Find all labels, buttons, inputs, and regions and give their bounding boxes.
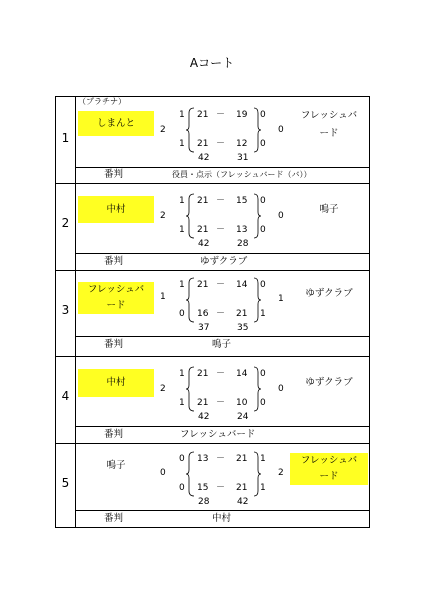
sum-right: 35 bbox=[237, 323, 249, 333]
court-title: Aコート bbox=[189, 56, 235, 70]
right-team-name bbox=[290, 287, 368, 300]
game-1-left-score: 21 bbox=[197, 110, 209, 120]
left-team-name bbox=[78, 283, 154, 312]
score-dash: － bbox=[216, 280, 226, 290]
match-number: 2 bbox=[61, 216, 70, 230]
referee-label: 番判 bbox=[104, 429, 124, 440]
score-dash: － bbox=[216, 225, 226, 235]
match-number: 3 bbox=[61, 303, 70, 317]
score-dash: － bbox=[216, 110, 226, 120]
referee-separator bbox=[75, 426, 369, 427]
left-total: 2 bbox=[160, 384, 166, 394]
sum-left: 37 bbox=[198, 323, 210, 333]
game-1-right-win: 1 bbox=[260, 454, 266, 464]
referee-separator bbox=[75, 510, 369, 511]
game-2-left-score: 16 bbox=[197, 309, 209, 319]
game-1-right-win: 0 bbox=[260, 196, 266, 206]
game-1-left-win: 0 bbox=[179, 454, 185, 464]
referee-name: 役員・点示（フレッシュバード（バ）） bbox=[172, 170, 312, 179]
left-total: 2 bbox=[160, 211, 166, 221]
right-team-line: ゆずクラブ bbox=[305, 377, 353, 388]
left-team-line: フレッシュバ bbox=[87, 284, 145, 295]
right-team-name bbox=[290, 109, 368, 140]
left-brace bbox=[186, 193, 195, 239]
right-team-line: ード bbox=[319, 128, 339, 139]
game-2-right-score: 13 bbox=[236, 225, 248, 235]
game-2-right-score: 21 bbox=[236, 309, 248, 319]
right-total: 0 bbox=[278, 125, 284, 135]
game-2-right-win: 0 bbox=[260, 139, 266, 149]
game-2-left-score: 21 bbox=[197, 398, 209, 408]
game-1-left-score: 13 bbox=[197, 454, 209, 464]
match-table bbox=[55, 96, 370, 528]
sum-left: 42 bbox=[198, 239, 210, 249]
referee-label: 番判 bbox=[104, 169, 124, 180]
match-number: 4 bbox=[61, 389, 70, 403]
left-brace bbox=[186, 366, 195, 412]
left-brace bbox=[186, 451, 195, 497]
sum-left: 42 bbox=[198, 412, 210, 422]
score-dash: － bbox=[216, 196, 226, 206]
game-2-right-score: 21 bbox=[236, 483, 248, 493]
left-total: 0 bbox=[160, 468, 166, 478]
left-team-name: 鳴子 bbox=[106, 460, 126, 471]
referee-name: 鳴子 bbox=[212, 339, 232, 350]
referee-separator bbox=[75, 167, 369, 168]
sum-right: 28 bbox=[237, 239, 249, 249]
referee-separator bbox=[75, 253, 369, 254]
left-team-name: しまんと bbox=[96, 118, 135, 129]
game-1-right-score: 19 bbox=[236, 110, 248, 120]
sum-left: 42 bbox=[198, 153, 210, 163]
right-team-line: フレッシュバ bbox=[300, 455, 358, 466]
division-tag: （プラチナ） bbox=[78, 97, 126, 106]
game-2-left-win: 1 bbox=[179, 398, 185, 408]
game-1-left-score: 21 bbox=[197, 280, 209, 290]
referee-label: 番判 bbox=[104, 256, 124, 267]
sum-right: 31 bbox=[237, 153, 249, 163]
game-1-right-score: 14 bbox=[236, 280, 248, 290]
game-1-right-win: 0 bbox=[260, 110, 266, 120]
game-2-right-score: 12 bbox=[236, 139, 248, 149]
game-1-right-score: 15 bbox=[236, 196, 248, 206]
game-2-right-win: 1 bbox=[260, 309, 266, 319]
score-dash: － bbox=[216, 139, 226, 149]
game-2-left-score: 21 bbox=[197, 139, 209, 149]
right-team-name bbox=[290, 203, 368, 216]
game-1-right-win: 0 bbox=[260, 280, 266, 290]
game-1-right-score: 21 bbox=[236, 454, 248, 464]
sum-right: 24 bbox=[237, 412, 249, 422]
score-dash: － bbox=[216, 454, 226, 464]
right-total: 0 bbox=[278, 384, 284, 394]
game-2-right-win: 1 bbox=[260, 483, 266, 493]
left-team-name: 中村 bbox=[106, 204, 126, 215]
left-total: 1 bbox=[160, 292, 166, 302]
right-total: 2 bbox=[278, 468, 284, 478]
game-2-right-win: 0 bbox=[260, 398, 266, 408]
right-team-line: ード bbox=[319, 471, 339, 482]
left-team-line: ード bbox=[106, 300, 126, 311]
score-dash: － bbox=[216, 309, 226, 319]
referee-name: ゆずクラブ bbox=[200, 256, 248, 267]
game-1-left-win: 1 bbox=[179, 369, 185, 379]
game-1-left-score: 21 bbox=[197, 369, 209, 379]
referee-separator bbox=[75, 336, 369, 337]
game-1-left-win: 1 bbox=[179, 196, 185, 206]
referee-name: フレッシュバード bbox=[180, 429, 256, 440]
game-1-right-win: 0 bbox=[260, 369, 266, 379]
match-row-2 bbox=[56, 183, 369, 271]
right-team-name bbox=[290, 454, 368, 483]
match-row-1 bbox=[56, 97, 369, 184]
match-row-5 bbox=[56, 443, 369, 527]
game-1-right-score: 14 bbox=[236, 369, 248, 379]
game-2-left-win: 0 bbox=[179, 483, 185, 493]
sum-right: 42 bbox=[237, 497, 249, 507]
game-2-left-score: 15 bbox=[197, 483, 209, 493]
game-2-left-win: 1 bbox=[179, 139, 185, 149]
left-total: 2 bbox=[160, 125, 166, 135]
left-team-name: 中村 bbox=[106, 377, 126, 388]
right-team-line: 鳴子 bbox=[319, 204, 339, 215]
match-number: 5 bbox=[61, 476, 70, 490]
right-team-line: ゆずクラブ bbox=[305, 288, 353, 299]
right-team-line: フレッシュバ bbox=[300, 110, 358, 121]
right-total: 1 bbox=[278, 294, 284, 304]
match-row-4 bbox=[56, 356, 369, 444]
referee-name: 中村 bbox=[212, 513, 232, 524]
game-1-left-win: 1 bbox=[179, 110, 185, 120]
game-2-left-score: 21 bbox=[197, 225, 209, 235]
game-2-right-win: 0 bbox=[260, 225, 266, 235]
left-brace bbox=[186, 107, 195, 153]
right-total: 0 bbox=[278, 211, 284, 221]
sum-left: 28 bbox=[198, 497, 210, 507]
match-number: 1 bbox=[61, 131, 70, 145]
right-team-name bbox=[290, 376, 368, 389]
game-2-left-win: 0 bbox=[179, 309, 185, 319]
game-1-left-score: 21 bbox=[197, 196, 209, 206]
left-brace bbox=[186, 277, 195, 323]
game-2-left-win: 1 bbox=[179, 225, 185, 235]
game-2-right-score: 10 bbox=[236, 398, 248, 408]
referee-label: 番判 bbox=[104, 513, 124, 524]
score-dash: － bbox=[216, 483, 226, 493]
score-dash: － bbox=[216, 369, 226, 379]
game-1-left-win: 1 bbox=[179, 280, 185, 290]
match-row-3 bbox=[56, 270, 369, 357]
referee-label: 番判 bbox=[104, 339, 124, 350]
score-dash: － bbox=[216, 398, 226, 408]
